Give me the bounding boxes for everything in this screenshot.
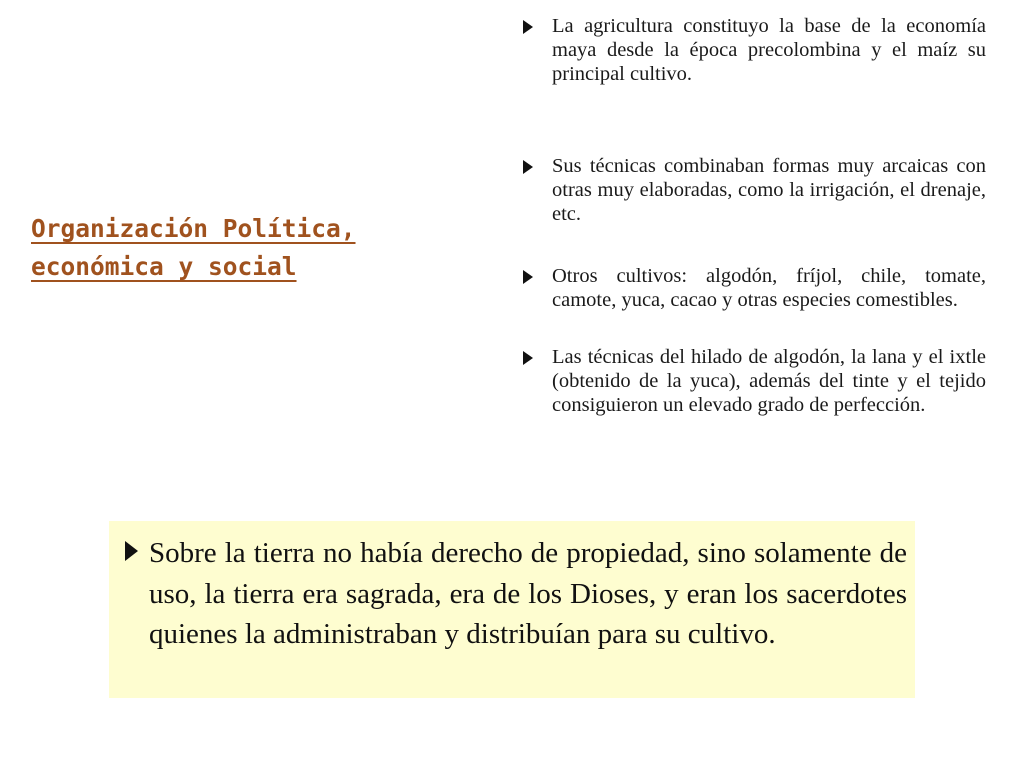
bullet-text: Las técnicas del hilado de algodón, la lana y el ixtle (obtenido de la yuca), además del tinte y el tejido consiguieron un elevado grado de perfección. xyxy=(552,346,986,416)
triangle-right-icon xyxy=(523,270,533,284)
bullet-item-other-crops xyxy=(521,264,986,345)
bullet-item-textiles xyxy=(521,345,986,445)
bullet-item-agriculture xyxy=(521,14,986,154)
bullet-text: Sus técnicas combinaban formas muy arcaicas con otras muy elaboradas, como la irrigación, el drenaje, etc. xyxy=(552,155,986,225)
triangle-right-icon xyxy=(523,20,533,34)
title-line-1: Organización Política, xyxy=(31,214,356,243)
land-note-text: Sobre la tierra no había derecho de propiedad, sino solamente de uso, la tierra era sagrada, era de los Dioses, y eran los sacerdotes quienes la administraban y distribuían para su cultivo. xyxy=(149,537,907,650)
bullet-item-techniques xyxy=(521,154,986,264)
title-line-2: económica y social xyxy=(31,252,297,281)
slide-title xyxy=(31,210,431,286)
land-note-box xyxy=(109,521,915,698)
bullet-text: La agricultura constituyo la base de la economía maya desde la época precolombina y el maíz su principal cultivo. xyxy=(552,15,986,85)
triangle-right-icon xyxy=(523,160,533,174)
bullet-text: Otros cultivos: algodón, fríjol, chile, tomate, camote, yuca, cacao y otras especies comestibles. xyxy=(552,265,986,311)
triangle-right-icon xyxy=(125,541,138,561)
bullet-list xyxy=(521,14,986,445)
triangle-right-icon xyxy=(523,351,533,365)
